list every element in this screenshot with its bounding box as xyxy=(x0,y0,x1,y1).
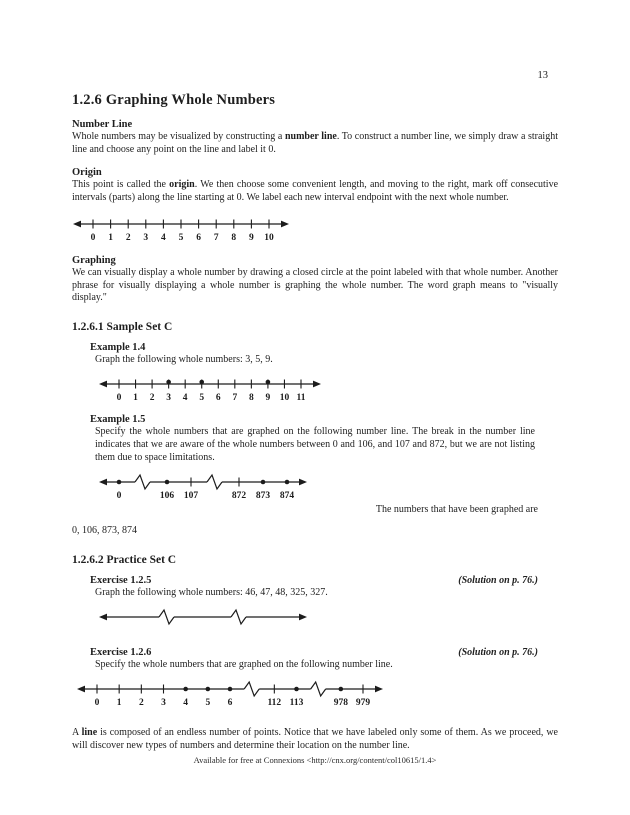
svg-text:106: 106 xyxy=(159,490,175,501)
svg-text:5: 5 xyxy=(205,697,211,708)
heading-origin: Origin xyxy=(72,166,102,178)
paragraph-text: A xyxy=(72,726,82,738)
svg-text:2: 2 xyxy=(125,232,131,243)
svg-text:3: 3 xyxy=(161,697,166,708)
exercise-1-2-6-solution-ref: (Solution on p. 76.) xyxy=(458,646,538,658)
exercise-1-2-6-heading: Exercise 1.2.6 xyxy=(90,646,152,658)
svg-text:2: 2 xyxy=(138,697,144,708)
number-line-exercise-1-2-5-figure xyxy=(98,606,308,638)
exercise-1-2-5-heading-row xyxy=(90,575,538,586)
example-1-4-block xyxy=(90,342,538,405)
svg-text:0: 0 xyxy=(90,232,96,243)
example-1-5-heading: Example 1.5 xyxy=(90,414,146,426)
example-1-5-block xyxy=(90,414,538,515)
paragraph-text: . To construct a number line, we simply draw a straight line and choose any point on the line and label it 0. xyxy=(72,131,558,155)
svg-text:9: 9 xyxy=(265,393,271,404)
svg-text:4: 4 xyxy=(161,232,166,243)
example-1-4-body: Graph the following whole numbers: 3, 5, 9. xyxy=(95,354,273,366)
svg-text:2: 2 xyxy=(149,393,155,404)
svg-text:872: 872 xyxy=(231,490,247,501)
exercise-1-2-6-block xyxy=(90,647,538,710)
heading-sample-set-c: 1.2.6.1 Sample Set C xyxy=(72,321,173,334)
svg-text:5: 5 xyxy=(178,232,184,243)
svg-text:8: 8 xyxy=(231,232,237,243)
svg-text:1: 1 xyxy=(133,393,138,404)
exercise-1-2-5-body: Graph the following whole numbers: 46, 47, 48, 325, 327. xyxy=(95,586,328,598)
number-line-exercise-1-2-6-figure xyxy=(76,678,384,710)
svg-text:1: 1 xyxy=(116,697,122,708)
svg-text:0: 0 xyxy=(94,697,100,708)
example-1-5-result: 0, 106, 873, 874 xyxy=(72,524,137,536)
svg-text:4: 4 xyxy=(183,697,189,708)
svg-text:9: 9 xyxy=(249,232,254,243)
number-line-example-1-4-figure xyxy=(98,373,322,405)
number-line-0-10-figure xyxy=(72,213,290,245)
svg-text:11: 11 xyxy=(296,393,306,404)
svg-text:107: 107 xyxy=(183,490,199,501)
svg-text:6: 6 xyxy=(227,697,233,708)
heading-practice-set-c: 1.2.6.2 Practice Set C xyxy=(72,553,177,566)
paragraph-origin xyxy=(72,179,558,205)
bold-term-number-line: number line xyxy=(284,131,337,142)
heading-graphing: Graphing xyxy=(72,254,116,266)
svg-text:5: 5 xyxy=(199,393,205,404)
paragraph-number-line xyxy=(72,131,558,157)
exercise-1-2-5-heading: Exercise 1.2.5 xyxy=(90,574,152,586)
svg-text:6: 6 xyxy=(196,232,201,243)
svg-text:3: 3 xyxy=(143,232,149,243)
svg-text:10: 10 xyxy=(264,232,274,243)
svg-text:873: 873 xyxy=(255,490,271,501)
svg-text:1: 1 xyxy=(108,232,113,243)
svg-text:113: 113 xyxy=(289,697,304,708)
footer-attribution: Available for free at Connexions <http://cnx.org/content/col10615/1.4> xyxy=(193,755,437,765)
paragraph-text: is composed of an endless number of points. Notice that we have labeled only some of them. As we proceed, we will discover new types of numbers and determine their location on the number line. xyxy=(72,726,558,751)
paragraph-closing xyxy=(72,727,558,753)
svg-text:874: 874 xyxy=(279,490,295,501)
section-title: 1.2.6 Graphing Whole Numbers xyxy=(72,92,276,108)
exercise-1-2-6-body: Specify the whole numbers that are graphed on the following number line. xyxy=(95,658,393,670)
svg-text:8: 8 xyxy=(248,393,254,404)
svg-text:4: 4 xyxy=(182,393,188,404)
page-content xyxy=(72,92,558,753)
paragraph-text: Whole numbers may be visualized by constructing a xyxy=(72,131,285,142)
heading-number-line: Number Line xyxy=(72,119,133,130)
svg-text:978: 978 xyxy=(333,697,348,708)
paragraph-graphing: We can visually display a whole number by drawing a closed circle at the point labeled with that whole number. Another phrase for visually displaying a whole number is graphing the whole number. The word graph means to "visually display." xyxy=(72,266,558,304)
example-1-4-heading: Example 1.4 xyxy=(90,342,146,354)
svg-text:0: 0 xyxy=(116,490,122,501)
example-1-5-body: Specify the whole numbers that are graphed on the following number line. The break in the number line indicates that we are aware of the whole numbers between 0 and 106, and 107 and 872, but we are not listing them due to space limitations. xyxy=(95,426,535,464)
exercise-1-2-6-heading-row xyxy=(90,647,538,658)
svg-text:7: 7 xyxy=(232,393,238,404)
example-1-5-result-caption: The numbers that have been graphed are xyxy=(375,503,538,515)
svg-text:0: 0 xyxy=(116,393,122,404)
svg-text:10: 10 xyxy=(279,393,290,404)
svg-text:112: 112 xyxy=(267,697,282,708)
bold-term-line: line xyxy=(81,726,98,738)
svg-text:6: 6 xyxy=(215,393,221,404)
svg-text:3: 3 xyxy=(166,393,172,404)
svg-text:7: 7 xyxy=(213,232,219,243)
paragraph-text: . We then choose some convenient length, and moving to the right, mark off consecutive intervals (parts) along the line starting at 0. We label each new interval endpoint with the next whole number. xyxy=(72,178,559,203)
svg-text:979: 979 xyxy=(355,697,371,708)
exercise-1-2-5-block xyxy=(90,575,538,638)
paragraph-text: This point is called the xyxy=(72,178,170,190)
number-line-example-1-5-figure xyxy=(98,471,308,503)
page-number: 13 xyxy=(537,70,548,81)
exercise-1-2-5-solution-ref: (Solution on p. 76.) xyxy=(458,574,538,586)
bold-term-origin: origin xyxy=(169,178,195,190)
